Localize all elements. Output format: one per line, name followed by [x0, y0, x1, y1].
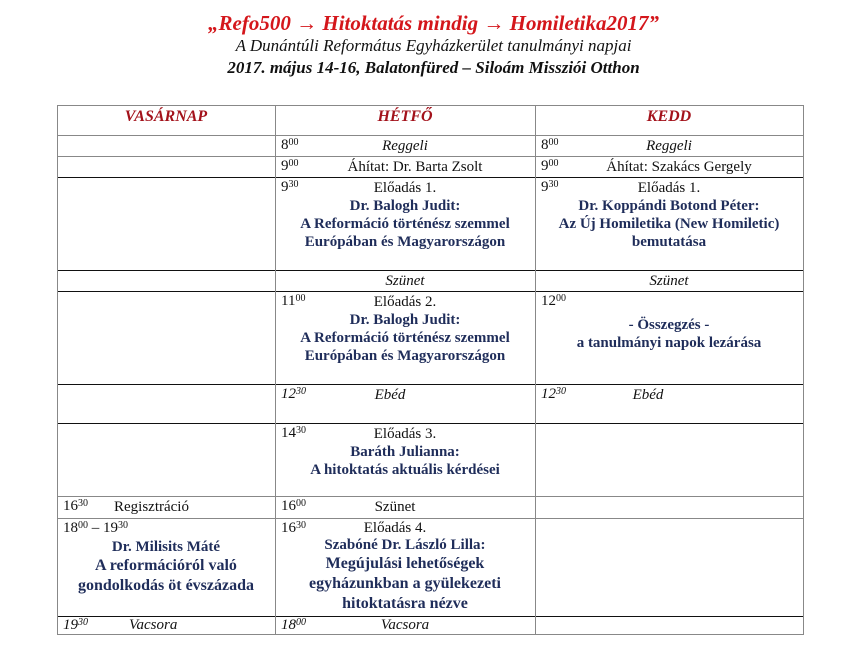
- title-hitoktatas: Hitoktatás mindig: [322, 11, 479, 35]
- day-header-tuesday: KEDD: [646, 108, 692, 125]
- lecture-title: A Reformáció történész szemmel: [300, 216, 510, 232]
- time: $9^{00}$: [281, 158, 299, 174]
- time: $16^{30}$: [281, 520, 306, 536]
- lecture-number: Előadás 2.: [373, 294, 437, 310]
- title-refo500: „Refo500: [208, 11, 291, 35]
- event-label: Regisztráció: [114, 499, 189, 515]
- event-label: Vacsora: [129, 617, 178, 633]
- sunday-lecture: [57, 518, 275, 616]
- time: $11^{00}$: [281, 293, 306, 309]
- time: $19^{30}$: [63, 617, 88, 633]
- document-title: [0, 11, 867, 36]
- tuesday-break: [535, 270, 803, 291]
- monday-lecture-2: [275, 291, 535, 384]
- event-label: Ebéd: [632, 387, 664, 403]
- event-label: Szünet: [649, 273, 689, 289]
- lecture-title: Megújulási lehetőségek: [325, 555, 485, 572]
- event-label: Szünet: [374, 499, 416, 515]
- time: $8^{00}$: [541, 137, 559, 153]
- time: $18^{00}$: [281, 617, 306, 633]
- table-border-bottom: [57, 634, 804, 635]
- monday-lecture-4: [275, 518, 535, 616]
- sunday-registration: [57, 496, 275, 518]
- lecture-number: Előadás 1.: [373, 180, 437, 196]
- day-header-sunday: VASÁRNAP: [124, 108, 208, 125]
- event-date-location: 2017. május 14-16, Balatonfüred – Siloám Missziói Otthon: [227, 58, 640, 77]
- lecture-title: A hitoktatás aktuális kérdései: [310, 462, 500, 478]
- speaker-name: Szabóné Dr. László Lilla:: [324, 537, 486, 553]
- lecture-title: A Reformáció történész szemmel: [300, 330, 510, 346]
- lecture-number: Előadás 1.: [637, 180, 701, 196]
- event-label: Vacsora: [380, 617, 430, 633]
- tuesday-summary: [535, 291, 803, 384]
- lecture-number: Előadás 3.: [373, 426, 437, 442]
- lecture-title: bemutatása: [631, 234, 707, 250]
- lecture-title: Az Új Homiletika (New Homiletic): [558, 216, 780, 232]
- lecture-title: Európában és Magyarországon: [304, 348, 506, 364]
- time: $9^{30}$: [281, 179, 299, 195]
- speaker-name: Baráth Julianna:: [350, 444, 460, 460]
- lecture-title: hitoktatásra nézve: [342, 595, 468, 612]
- time: $8^{00}$: [281, 137, 299, 153]
- time: $12^{30}$: [541, 386, 566, 402]
- document-subtitle: A Dunántúli Református Egyházkerület tanulmányi napjai: [235, 36, 632, 55]
- monday-lecture-1: [275, 177, 535, 270]
- time: $12^{00}$: [541, 293, 566, 309]
- monday-devotion: [275, 156, 535, 177]
- monday-dinner: [275, 616, 535, 634]
- day-header-monday: HÉTFŐ: [377, 108, 433, 125]
- event-label: Szünet: [385, 273, 425, 289]
- lecture-number: Előadás 4.: [363, 520, 427, 536]
- schedule-table: [57, 105, 804, 635]
- event-label: Áhítat: Dr. Barta Zsolt: [347, 159, 483, 175]
- time: $9^{00}$: [541, 158, 559, 174]
- speaker-name: Dr. Balogh Judit:: [349, 198, 461, 214]
- speaker-name: Dr. Koppándi Botond Péter:: [578, 198, 760, 214]
- arrow-right-icon: →: [296, 11, 318, 35]
- lecture-title: A reformációról való: [95, 557, 237, 574]
- monday-lecture-3: [275, 423, 535, 496]
- time: $16^{00}$: [281, 498, 306, 514]
- arrow-right-icon: →: [483, 11, 505, 35]
- time-range: $18^{00} - 19^{30}$: [63, 520, 128, 536]
- sunday-dinner: [57, 616, 275, 634]
- event-label: Ebéd: [374, 387, 406, 403]
- time: $14^{30}$: [281, 425, 306, 441]
- lecture-title: gondolkodás öt évszázada: [77, 577, 255, 594]
- tuesday-devotion: [535, 156, 803, 177]
- title-homiletika: Homiletika2017”: [509, 11, 659, 35]
- monday-breakfast: [275, 135, 535, 156]
- event-label: Reggeli: [646, 138, 692, 154]
- lecture-title: egyházunkban a gyülekezeti: [308, 575, 501, 592]
- speaker-name: Dr. Balogh Judit:: [349, 312, 461, 328]
- tuesday-lecture-1: [535, 177, 803, 270]
- time: $16^{30}$: [63, 498, 88, 514]
- table-border-right: [803, 105, 804, 635]
- lecture-title: Európában és Magyarországon: [304, 234, 506, 250]
- monday-break: [275, 270, 535, 291]
- summary-title: - Összegzés -: [628, 317, 710, 333]
- time: $12^{30}$: [281, 386, 306, 402]
- time: $9^{30}$: [541, 179, 559, 195]
- summary-subtitle: a tanulmányi napok lezárása: [576, 335, 762, 351]
- event-label: Áhítat: Szakács Gergely: [606, 159, 752, 175]
- monday-afternoon-break: [275, 496, 535, 518]
- tuesday-breakfast: [535, 135, 803, 156]
- speaker-name: Dr. Milisits Máté: [111, 539, 221, 555]
- tuesday-lunch: [535, 384, 803, 423]
- event-label: Reggeli: [382, 138, 428, 154]
